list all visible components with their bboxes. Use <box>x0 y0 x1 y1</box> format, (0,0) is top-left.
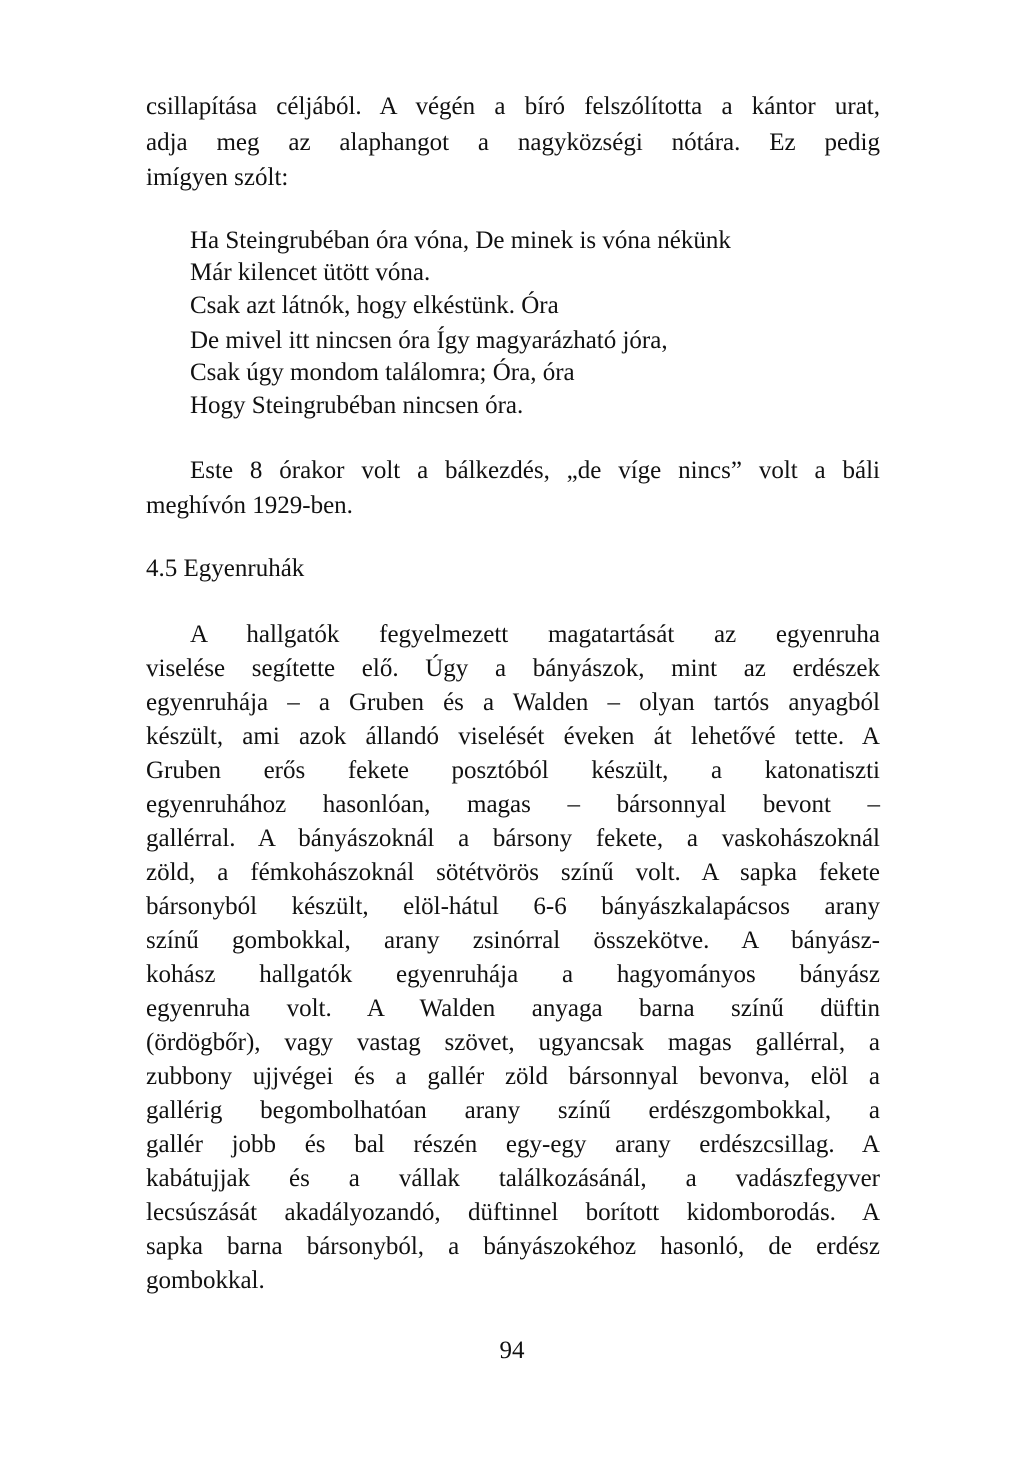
text-line: kohász hallgatók egyenruhája a hagyományos bányász <box>146 961 880 988</box>
text-line: meghívón 1929-ben. <box>146 492 353 519</box>
text-line: bársonyból készült, elöl-hátul 6-6 bányászkalapácsos arany <box>146 893 880 920</box>
text-line: sapka barna bársonyból, a bányászokéhoz hasonló, de erdész <box>146 1233 880 1260</box>
text-line: A hallgatók fegyelmezett magatartását az egyenruha <box>190 621 880 648</box>
text-line: színű gombokkal, arany zsinórral összekötve. A bányász- <box>146 927 880 954</box>
poem-line: Ha Steingrubéban óra vóna, De minek is vóna nékünk <box>190 227 731 254</box>
poem-line: Csak úgy mondom találomra; Óra, óra <box>190 359 575 386</box>
text-line: gombokkal. <box>146 1267 265 1294</box>
text-line: (ördögbőr), vagy vastag szövet, ugyancsak magas gallérral, a <box>146 1029 880 1056</box>
text-line: Este 8 órakor volt a bálkezdés, „de víge nincs” volt a báli <box>190 457 880 484</box>
poem-line: Hogy Steingrubéban nincsen óra. <box>190 392 524 419</box>
text-line: csillapítása céljából. A végén a bíró felszólította a kántor urat, <box>146 93 880 120</box>
text-line: imígyen szólt: <box>146 164 289 191</box>
text-line: viselése segítette elő. Úgy a bányászok, mint az erdészek <box>146 655 880 682</box>
text-line: lecsúszását akadályozandó, düftinnel borított kidomborodás. A <box>146 1199 880 1226</box>
page-number: 94 <box>499 1337 525 1364</box>
text-line: kabátujjak és a vállak találkozásánál, a vadászfegyver <box>146 1165 880 1192</box>
text-line: készült, ami azok állandó viselését éveken át lehetővé tette. A <box>146 723 880 750</box>
text-line: egyenruhához hasonlóan, magas – bársonnyal bevont – <box>146 791 880 818</box>
text-line: gallér jobb és bal részén egy-egy arany erdészcsillag. A <box>146 1131 880 1158</box>
poem-line: Csak azt látnók, hogy elkéstünk. Óra <box>190 292 559 319</box>
poem-line: Már kilencet ütött vóna. <box>190 259 431 286</box>
text-line: gallérral. A bányászoknál a bársony fekete, a vaskohászoknál <box>146 825 880 852</box>
text-line: adja meg az alaphangot a nagyközségi nótára. Ez pedig <box>146 129 880 156</box>
section-heading: 4.5 Egyenruhák <box>146 555 305 582</box>
text-line: zöld, a fémkohászoknál sötétvörös színű volt. A sapka fekete <box>146 859 880 886</box>
poem-line: De mivel itt nincsen óra Így magyarázható jóra, <box>190 327 668 354</box>
text-line: egyenruhája – a Gruben és a Walden – olyan tartós anyagból <box>146 689 880 716</box>
text-line: gallérig begombolhatóan arany színű erdészgombokkal, a <box>146 1097 880 1124</box>
text-line: zubbony ujjvégei és a gallér zöld bársonnyal bevonva, elöl a <box>146 1063 880 1090</box>
text-line: Gruben erős fekete posztóból készült, a katonatiszti <box>146 757 880 784</box>
text-line: egyenruha volt. A Walden anyaga barna színű düftin <box>146 995 880 1022</box>
